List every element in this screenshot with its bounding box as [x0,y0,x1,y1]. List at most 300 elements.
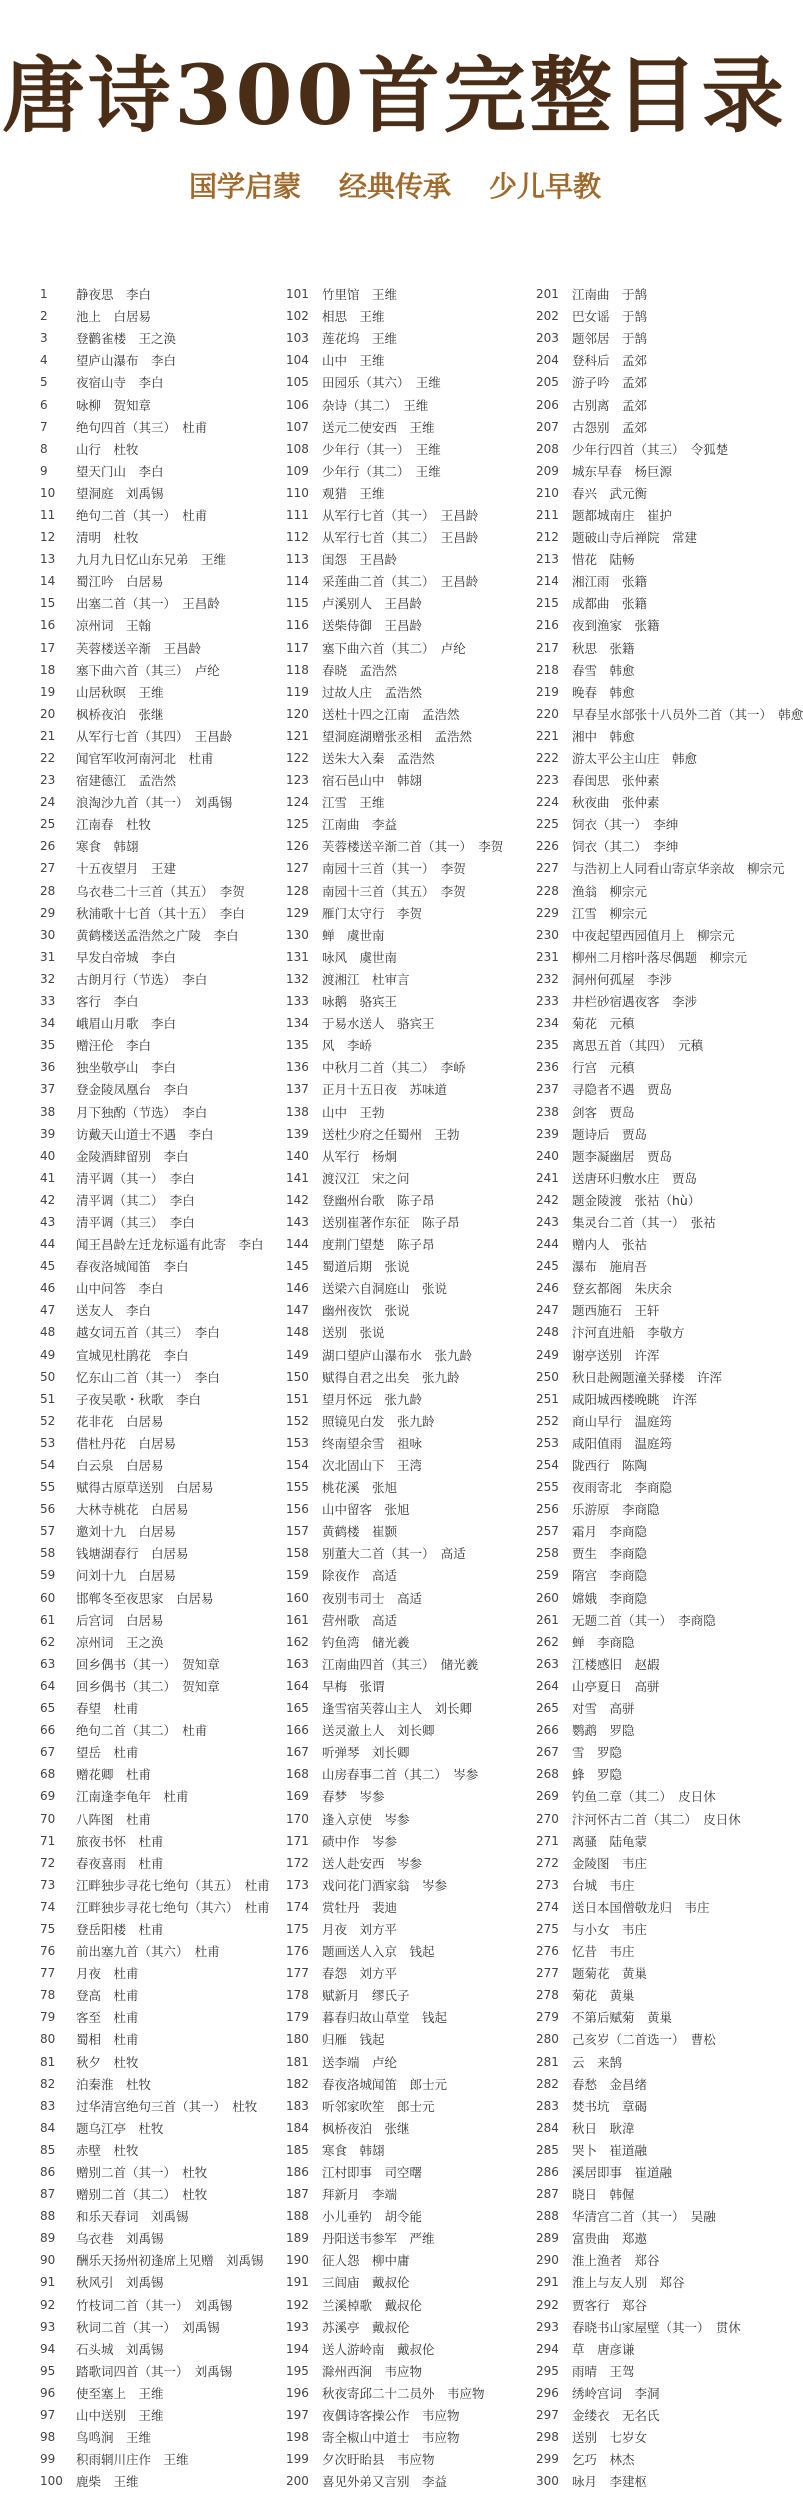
poem-title-author: 清平调（其二） 李白 [76,1192,195,1208]
list-item [286,1100,530,1122]
poem-number: 204 [536,353,559,368]
list-item [536,482,780,504]
list-item [40,2006,280,2028]
list-item [286,2051,530,2073]
poem-number: 272 [536,1855,559,1870]
list-item [40,1587,280,1609]
poem-title-author: 题李凝幽居 贾岛 [572,1148,673,1164]
poem-number: 96 [40,2385,56,2400]
list-item [536,526,780,548]
poem-title-author: 钓鱼二章（其二） 皮日休 [572,1789,716,1805]
poem-number: 82 [40,2076,56,2091]
poem-title-author: 次北固山下 王湾 [322,1458,423,1474]
list-item [536,1034,780,1056]
poem-number: 256 [536,1502,559,1517]
poem-number: 177 [286,1966,309,1981]
poem-number: 242 [536,1192,559,1207]
poem-title-author: 凉州词 王之涣 [76,1634,164,1650]
poem-title-author: 忆昔 韦庄 [572,1944,635,1960]
poem-title-author: 送别 张说 [322,1325,385,1341]
poem-title-author: 月夜 刘方平 [322,1921,398,1937]
poem-number: 232 [536,971,559,986]
list-item [286,1078,530,1100]
poem-number: 110 [286,485,309,500]
poem-number: 84 [40,2120,56,2135]
list-item [536,1918,780,1940]
poem-title-author: 蝉 李商隐 [572,1634,635,1650]
poem-number: 172 [286,1855,309,1870]
poem-title-author: 寄全椒山中道士 韦应物 [322,2430,460,2446]
poem-title-author: 古别离 孟郊 [572,397,648,413]
list-item [40,725,280,747]
poem-number: 220 [536,706,559,721]
poem-title-author: 湖口望庐山瀑布水 张九龄 [322,1347,473,1363]
list-item [536,2360,780,2382]
poem-title-author: 中夜起望西园值月上 柳宗元 [572,927,735,943]
poem-title-author: 绝句二首（其一） 杜甫 [76,507,208,523]
list-item [536,2294,780,2316]
poem-title-author: 峨眉山月歌 李白 [76,1016,177,1032]
poem-number: 55 [40,1480,56,1495]
poem-number: 100 [40,2474,63,2489]
list-item [286,681,530,703]
list-item [536,548,780,570]
poem-number: 281 [536,2054,559,2069]
list-item [536,2227,780,2249]
poem-number: 265 [536,1701,559,1716]
poem-title-author: 秋思 张籍 [572,640,635,656]
list-item [286,1564,530,1586]
poem-number: 86 [40,2165,56,2180]
poem-number: 271 [536,1833,559,1848]
list-item [536,725,780,747]
poem-title-author: 相思 王维 [322,309,385,325]
poem-title-author: 题邻居 于鹄 [572,331,648,347]
list-item [536,1432,780,1454]
poem-number: 245 [536,1259,559,1274]
poem-title-author: 宿石邑山中 韩翃 [322,773,423,789]
poem-number: 233 [536,994,559,1009]
list-item [40,1631,280,1653]
poem-title-author: 商山早行 温庭筠 [572,1413,673,1429]
poem-title-author: 寻隐者不遇 贾岛 [572,1082,673,1098]
poem-number: 190 [286,2253,309,2268]
poem-number: 60 [40,1590,56,1605]
poem-number: 92 [40,2297,56,2312]
list-item [536,1255,780,1277]
poem-number: 198 [286,2430,309,2445]
poem-number: 134 [286,1016,309,1031]
poem-title-author: 题画送人入京 钱起 [322,1944,435,1960]
poem-title-author: 春夜洛城闻笛 李白 [76,1259,189,1275]
poem-title-author: 过故人庄 孟浩然 [322,684,423,700]
list-item [286,1145,530,1167]
poem-number: 159 [286,1568,309,1583]
list-item [40,2095,280,2117]
poem-number: 180 [286,2032,309,2047]
poem-title-author: 石头城 刘禹锡 [76,2341,164,2357]
list-item [40,614,280,636]
poem-title-author: 送日本国僧敬龙归 韦庄 [572,1899,710,1915]
list-item [40,2205,280,2227]
poem-number: 230 [536,927,559,942]
poem-title-author: 湘中 韩愈 [572,728,635,744]
poem-title-author: 成都曲 张籍 [572,596,648,612]
poem-title-author: 桃花溪 张旭 [322,1480,398,1496]
poem-title-author: 春愁 金昌绪 [572,2076,648,2092]
poem-number: 91 [40,2275,56,2290]
poem-number: 259 [536,1568,559,1583]
list-item [286,1034,530,1056]
poem-title-author: 惜花 陆畅 [572,552,635,568]
poem-number: 25 [40,817,56,832]
list-item [536,1321,780,1343]
poem-title-author: 乌衣巷 刘禹锡 [76,2231,164,2247]
poem-title-author: 宿建德江 孟浩然 [76,773,177,789]
poem-title-author: 与小女 韦庄 [572,1921,648,1937]
poem-number: 13 [40,552,56,567]
list-item [286,482,530,504]
poem-title-author: 中秋月二首（其二） 李峤 [322,1060,466,1076]
poem-number: 227 [536,861,559,876]
list-item [286,2183,530,2205]
list-item [536,570,780,592]
list-item [40,1321,280,1343]
poem-title-author: 晓日 韩偓 [572,2187,635,2203]
poem-title-author: 登高 杜甫 [76,1988,139,2004]
poem-number: 115 [286,596,309,611]
poem-number: 62 [40,1634,56,1649]
poem-number: 29 [40,905,56,920]
poem-number: 83 [40,2098,56,2113]
poem-number: 173 [286,1877,309,1892]
poem-number: 240 [536,1148,559,1163]
list-item [40,1896,280,1918]
poem-title-author: 赋得自君之出矣 张九龄 [322,1369,460,1385]
list-item [286,2294,530,2316]
poem-title-author: 月夜 杜甫 [76,1966,139,1982]
poem-title-author: 陇西行 陈陶 [572,1458,648,1474]
poem-number: 205 [536,375,559,390]
directory-column-3 [536,283,803,2492]
poem-title-author: 望天门山 李白 [76,463,164,479]
poem-title-author: 嫦娥 李商隐 [572,1590,648,1606]
poem-title-author: 登鹳雀楼 王之涣 [76,331,177,347]
list-item [536,2073,780,2095]
list-item [536,349,780,371]
list-item [536,924,780,946]
poem-title-author: 花非花 白居易 [76,1413,164,1429]
page-title: 唐诗300首完整目录 [2,48,788,144]
list-item [286,1874,530,1896]
list-item [40,2183,280,2205]
list-item [286,2382,530,2404]
poem-title-author: 游太平公主山庄 韩愈 [572,751,698,767]
poem-number: 243 [536,1214,559,1229]
poem-number: 291 [536,2275,559,2290]
poem-number: 217 [536,640,559,655]
list-item [40,659,280,681]
list-item [40,1056,280,1078]
poem-number: 97 [40,2408,56,2423]
poem-title-author: 绣岭宫词 李洞 [572,2385,660,2401]
poem-number: 41 [40,1170,56,1185]
list-item [286,2360,530,2382]
list-item [286,1587,530,1609]
list-item [40,1034,280,1056]
poem-number: 5 [40,375,48,390]
list-item [40,305,280,327]
list-item [536,2426,780,2448]
poem-number: 225 [536,817,559,832]
poem-number: 192 [286,2297,309,2312]
poem-title-author: 听弹琴 刘长卿 [322,1745,410,1761]
poem-number: 262 [536,1634,559,1649]
list-item [40,791,280,813]
poem-title-author: 江雪 柳宗元 [572,905,648,921]
poem-title-author: 登幽州台歌 陈子昂 [322,1192,435,1208]
list-item [286,1233,530,1255]
poem-title-author: 丹阳送韦参军 严维 [322,2231,435,2247]
poem-title-author: 滁州西涧 韦应物 [322,2363,423,2379]
poem-number: 239 [536,1126,559,1141]
poem-number: 111 [286,507,309,522]
poem-number: 38 [40,1104,56,1119]
list-item [536,2117,780,2139]
list-item [286,2095,530,2117]
list-item [286,1896,530,1918]
poem-title-author: 咏鹅 骆宾王 [322,994,398,1010]
list-item [286,2117,530,2139]
poem-title-author: 绝句四首（其三） 杜甫 [76,419,208,435]
poem-number: 81 [40,2054,56,2069]
poem-title-author: 金陵图 韦庄 [572,1855,648,1871]
list-item [536,2183,780,2205]
poem-number: 15 [40,596,56,611]
poem-number: 237 [536,1082,559,1097]
poem-number: 31 [40,949,56,964]
poem-title-author: 赠汪伦 李白 [76,1038,152,1054]
list-item [286,2404,530,2426]
poem-title-author: 踏歌词四首（其一） 刘禹锡 [76,2363,233,2379]
poem-title-author: 古怨别 孟郊 [572,419,648,435]
list-item [286,924,530,946]
list-item [40,1255,280,1277]
poem-number: 1 [40,287,48,302]
poem-number: 185 [286,2142,309,2157]
list-item [40,1719,280,1741]
poem-title-author: 雨晴 王驾 [572,2363,635,2379]
poem-number: 295 [536,2363,559,2378]
poem-number: 292 [536,2297,559,2312]
poem-title-author: 菊花 黄巢 [572,1988,635,2004]
list-item [286,1366,530,1388]
poem-number: 61 [40,1612,56,1627]
poem-title-author: 江雪 王维 [322,795,385,811]
poem-title-author: 十五夜望月 王建 [76,861,177,877]
poem-number: 70 [40,1811,56,1826]
list-item [536,1631,780,1653]
list-item [536,1807,780,1829]
list-item [40,813,280,835]
poem-title-author: 离思五首（其四） 元稹 [572,1038,704,1054]
list-item [286,2073,530,2095]
poem-number: 165 [286,1701,309,1716]
poem-number: 238 [536,1104,559,1119]
list-item [536,1167,780,1189]
list-item [536,1078,780,1100]
poem-number: 11 [40,507,56,522]
list-item [536,2338,780,2360]
poem-title-author: 送别 七岁女 [572,2430,648,2446]
poem-title-author: 草 唐彦谦 [572,2341,635,2357]
list-item [536,703,803,725]
poem-title-author: 送朱大入秦 孟浩然 [322,751,435,767]
list-item [40,2161,280,2183]
poem-title-author: 少年行（其一） 王维 [322,441,441,457]
poem-number: 226 [536,839,559,854]
list-item [40,946,280,968]
poem-title-author: 不第后赋菊 黄巢 [572,2010,673,2026]
poem-title-author: 逢入京使 岑参 [322,1811,410,1827]
list-item [40,482,280,504]
poem-number: 88 [40,2209,56,2224]
list-item [286,1719,530,1741]
list-item [536,2404,780,2426]
list-item [536,1233,780,1255]
list-item [286,2316,530,2338]
poem-number: 252 [536,1413,559,1428]
poem-title-author: 春雪 韩愈 [572,662,635,678]
subtitle [0,165,790,205]
poem-title-author: 闻王昌龄左迁龙标遥有此寄 李白 [76,1237,264,1253]
poem-number: 138 [286,1104,309,1119]
poem-title-author: 晚春 韩愈 [572,684,635,700]
list-item [536,592,780,614]
list-item [40,2028,280,2050]
poem-number: 121 [286,728,309,743]
poem-number: 85 [40,2142,56,2157]
list-item [40,1012,280,1034]
poem-title-author: 江南曲 于鹄 [572,287,648,303]
poem-title-author: 秋风引 刘禹锡 [76,2275,164,2291]
poem-number: 129 [286,905,309,920]
poem-title-author: 送杜少府之任蜀州 王勃 [322,1126,460,1142]
poem-number: 219 [536,684,559,699]
poem-title-author: 碛中作 岑参 [322,1833,398,1849]
poem-number: 194 [286,2341,309,2356]
list-item [40,924,280,946]
list-item [536,1100,780,1122]
poem-number: 270 [536,1811,559,1826]
poem-title-author: 夜到渔家 张籍 [572,618,660,634]
poem-number: 56 [40,1502,56,1517]
poem-number: 297 [536,2408,559,2423]
list-item [40,1145,280,1167]
poem-title-author: 淮上渔者 郑谷 [572,2253,660,2269]
list-item [40,1564,280,1586]
poem-title-author: 酬乐天扬州初逢席上见赠 刘禹锡 [76,2253,264,2269]
poem-title-author: 夜宿山寺 李白 [76,375,164,391]
poem-number: 166 [286,1723,309,1738]
poem-title-author: 咏柳 贺知章 [76,397,152,413]
poem-number: 169 [286,1789,309,1804]
poem-number: 63 [40,1656,56,1671]
directory-column-1 [40,283,280,2492]
poem-title-author: 与浩初上人同看山寄京华亲故 柳宗元 [572,861,785,877]
list-item [40,1653,280,1675]
list-item [40,2271,280,2293]
poem-number: 296 [536,2385,559,2400]
list-item [40,570,280,592]
list-item [286,1631,530,1653]
poem-number: 188 [286,2209,309,2224]
poem-number: 45 [40,1259,56,1274]
poem-number: 74 [40,1899,56,1914]
poem-number: 12 [40,530,56,545]
list-item [286,659,530,681]
poem-title-author: 蜀道后期 张说 [322,1259,410,1275]
poem-title-author: 己亥岁（二首选一） 曹松 [572,2032,716,2048]
list-item [536,1145,780,1167]
poem-title-author: 送唐环归敷水庄 贾岛 [572,1170,698,1186]
poem-number: 203 [536,331,559,346]
poem-title-author: 秋夜寄邱二十二员外 韦应物 [322,2385,485,2401]
poem-title-author: 饲衣（其一） 李绅 [572,817,679,833]
poem-title-author: 登金陵凤凰台 李白 [76,1082,189,1098]
poem-number: 40 [40,1148,56,1163]
list-item [536,1344,780,1366]
poem-title-author: 邀刘十九 白居易 [76,1524,177,1540]
poem-title-author: 观猎 王维 [322,485,385,501]
poem-title-author: 逢雪宿芙蓉山主人 刘长卿 [322,1701,473,1717]
poem-title-author: 采莲曲二首（其二） 王昌龄 [322,574,479,590]
poem-number: 66 [40,1723,56,1738]
poem-number: 191 [286,2275,309,2290]
list-item [286,813,530,835]
poem-title-author: 送灵澈上人 刘长卿 [322,1723,435,1739]
poem-number: 123 [286,773,309,788]
subtitle-item: 国学启蒙 [188,170,301,203]
list-item [286,946,530,968]
poem-title-author: 春兴 武元衡 [572,485,648,501]
poem-title-author: 乐游原 李商隐 [572,1502,660,1518]
poem-number: 278 [536,1988,559,2003]
poem-title-author: 寒食 韩翃 [76,839,139,855]
poem-title-author: 度荆门望楚 陈子昂 [322,1237,435,1253]
list-item [40,2404,280,2426]
poem-title-author: 夜偶诗客操公作 韦应物 [322,2408,460,2424]
poem-title-author: 喜见外弟又言别 李益 [322,2474,448,2490]
poem-title-author: 清明 杜牧 [76,530,139,546]
list-item [536,747,780,769]
list-item [536,1520,780,1542]
poem-number: 280 [536,2032,559,2047]
list-item [40,681,280,703]
poem-title-author: 鹦鹉 罗隐 [572,1723,635,1739]
poem-title-author: 芙蓉楼送辛渐二首（其一） 李贺 [322,839,504,855]
list-item [536,1587,780,1609]
poem-number: 108 [286,441,309,456]
poem-title-author: 八阵图 杜甫 [76,1811,152,1827]
poem-number: 277 [536,1966,559,1981]
poem-title-author: 金陵酒肆留别 李白 [76,1148,189,1164]
list-item [40,637,280,659]
list-item [536,1852,780,1874]
poem-number: 42 [40,1192,56,1207]
poem-number: 257 [536,1524,559,1539]
poem-number: 130 [286,927,309,942]
